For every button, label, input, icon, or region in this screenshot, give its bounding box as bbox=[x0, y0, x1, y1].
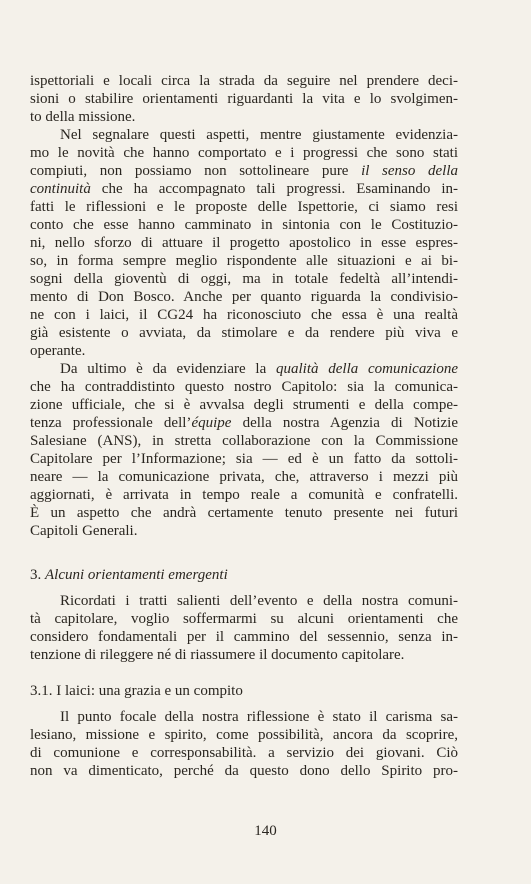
text-line: operante. bbox=[30, 343, 86, 359]
text-line: Capitoli Generali. bbox=[30, 523, 138, 539]
text-line: mo le novità che hanno comportato e i progressi che sono stati bbox=[30, 145, 458, 161]
text-line: zione ufficiale, che si è avvalsa degli strumenti e della compe- bbox=[30, 397, 458, 413]
text-line: che ha contraddistinto questo nostro Capitolo: sia la comunica- bbox=[30, 379, 458, 395]
text-line: mento di Don Bosco. Anche per quanto riguarda la condivisio- bbox=[30, 289, 458, 305]
text-line: ni, nello sforzo di attuare il progetto apostolico in esse espres- bbox=[30, 235, 458, 251]
text-line: to della missione. bbox=[30, 109, 136, 125]
text-line: so, in forma sempre meglio rispondente alle situazioni e ai bi- bbox=[30, 253, 458, 269]
text-line: considero fondamentali per il cammino del sessennio, senza in- bbox=[30, 629, 458, 645]
text-line: continuità che ha accompagnato tali progressi. Esaminando in- bbox=[30, 181, 458, 197]
text-line: di comunione e corresponsabilità. a servizio dei giovani. Ciò bbox=[30, 745, 458, 761]
text-line: Salesiane (ANS), in stretta collaborazione con la Commissione bbox=[30, 433, 458, 449]
text-line: fatti le riflessioni e le proposte delle Ispettorie, ci siamo resi bbox=[30, 199, 458, 215]
text-line: tenza professionale dell’équipe della nostra Agenzia di Notizie bbox=[30, 415, 458, 431]
text-line: neare — la comunicazione privata, che, attraverso i mezzi più bbox=[30, 469, 458, 485]
page-number: 140 bbox=[254, 823, 277, 839]
section-heading: 3. Alcuni orientamenti emergenti bbox=[30, 567, 228, 583]
text-line: aggiornati, è arrivata in tempo reale a comunità e confratelli. bbox=[30, 487, 458, 503]
text-line: sogni della gioventù di oggi, ma in totale fedeltà all’intendi- bbox=[30, 271, 458, 287]
text-line: Capitolare per l’Informazione; sia — ed è un fatto da sottoli- bbox=[30, 451, 458, 467]
text-line: tenzione di rileggere né di riassumere il documento capitolare. bbox=[30, 647, 405, 663]
subsection-heading: 3.1. I laici: una grazia e un compito bbox=[30, 683, 243, 699]
text-line: Da ultimo è da evidenziare la qualità della comunicazione bbox=[60, 361, 458, 377]
text-line: conto che esse hanno camminato in sintonia con le Costituzio- bbox=[30, 217, 458, 233]
text-line: Il punto focale della nostra riflessione è stato il carisma sa- bbox=[60, 709, 458, 725]
text-line: compiuti, non possiamo non sottolineare pure il senso della bbox=[30, 163, 458, 179]
text-line: tà capitolare, voglio soffermarmi su alcuni orientamenti che bbox=[30, 611, 458, 627]
text-line: Nel segnalare questi aspetti, mentre giustamente evidenzia- bbox=[60, 127, 458, 143]
text-line: già esistente o avviata, da stimolare e da rendere più viva e bbox=[30, 325, 458, 341]
text-line: lesiano, missione e spirito, come possibilità, ancora da scoprire, bbox=[30, 727, 458, 743]
text-line: ispettoriali e locali circa la strada da seguire nel prendere deci- bbox=[30, 73, 458, 89]
text-line: ne con i laici, il CG24 ha riconosciuto che essa è una realtà bbox=[30, 307, 458, 323]
text-line: È un aspetto che andrà certamente tenuto presente nei futuri bbox=[30, 505, 458, 521]
text-line: sioni o stabilire orientamenti riguardanti la vita e lo svolgimen- bbox=[30, 91, 458, 107]
text-line: Ricordati i tratti salienti dell’evento e della nostra comuni- bbox=[60, 593, 458, 609]
text-line: non va dimenticato, perché da questo dono dello Spirito pro- bbox=[30, 763, 458, 779]
